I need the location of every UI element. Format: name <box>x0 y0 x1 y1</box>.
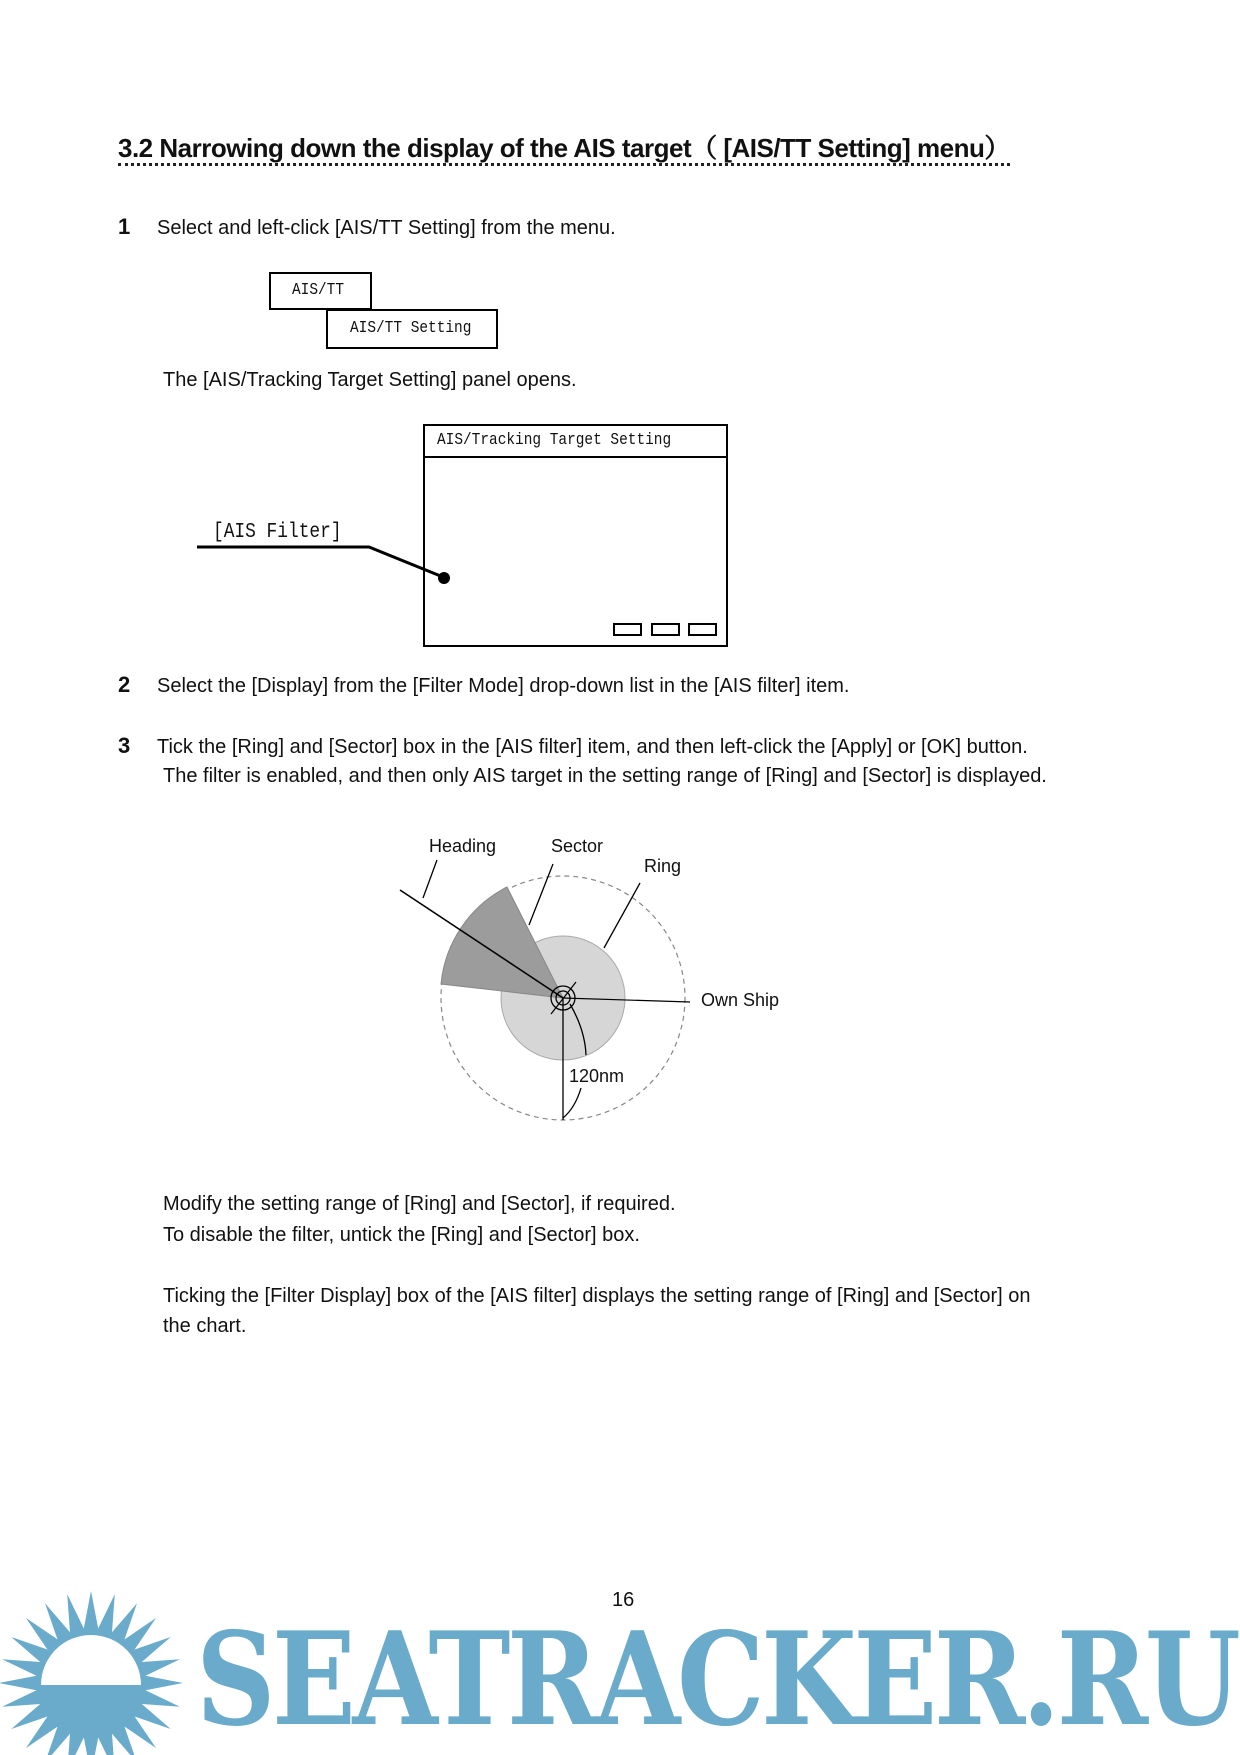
sector-label: Sector <box>551 836 604 856</box>
step-text: Tick the [Ring] and [Sector] box in the [AIS filter] item, and then left-click the [Apply] or [OK] button. <box>157 736 1028 758</box>
paragraph: Modify the setting range of [Ring] and [Sector], if required. <box>163 1193 676 1215</box>
watermark-text: SEATRACKER.RU <box>196 1605 1238 1755</box>
step-number: 1 <box>118 214 131 239</box>
menu-label: AIS/TT Setting <box>350 319 472 338</box>
sun-logo-icon <box>0 1580 190 1755</box>
paragraph: To disable the filter, untick the [Ring] and [Sector] box. <box>163 1224 640 1246</box>
step-text: Select and left-click [AIS/TT Setting] from the menu. <box>157 217 616 239</box>
range-label: 120nm <box>569 1066 625 1086</box>
section-heading: 3.2 Narrowing down the display of the AIS target（ [AIS/TT Setting] menu） <box>118 133 1010 166</box>
panel-title: AIS/Tracking Target Setting <box>437 431 672 450</box>
heading-label: Heading <box>429 836 497 856</box>
step-text: Select the [Display] from the [Filter Mode] drop-down list in the [AIS filter] item. <box>157 675 850 697</box>
ais-filter-callout: [AIS Filter] <box>213 521 342 544</box>
ring-label: Ring <box>644 856 682 876</box>
step-number: 3 <box>118 733 131 758</box>
own-ship-label: Own Ship <box>701 990 780 1010</box>
paragraph: Ticking the [Filter Display] box of the [AIS filter] displays the setting range of [Ring] and [Sector] on <box>163 1285 1031 1307</box>
page-number: 16 <box>612 1589 635 1611</box>
paragraph: the chart. <box>163 1315 247 1337</box>
step-note: The filter is enabled, and then only AIS target in the setting range of [Ring] and [Sector] is displayed. <box>163 765 1047 787</box>
menu-label: AIS/TT <box>292 281 345 300</box>
step-note: The [AIS/Tracking Target Setting] panel opens. <box>163 369 577 391</box>
step-number: 2 <box>118 672 131 697</box>
